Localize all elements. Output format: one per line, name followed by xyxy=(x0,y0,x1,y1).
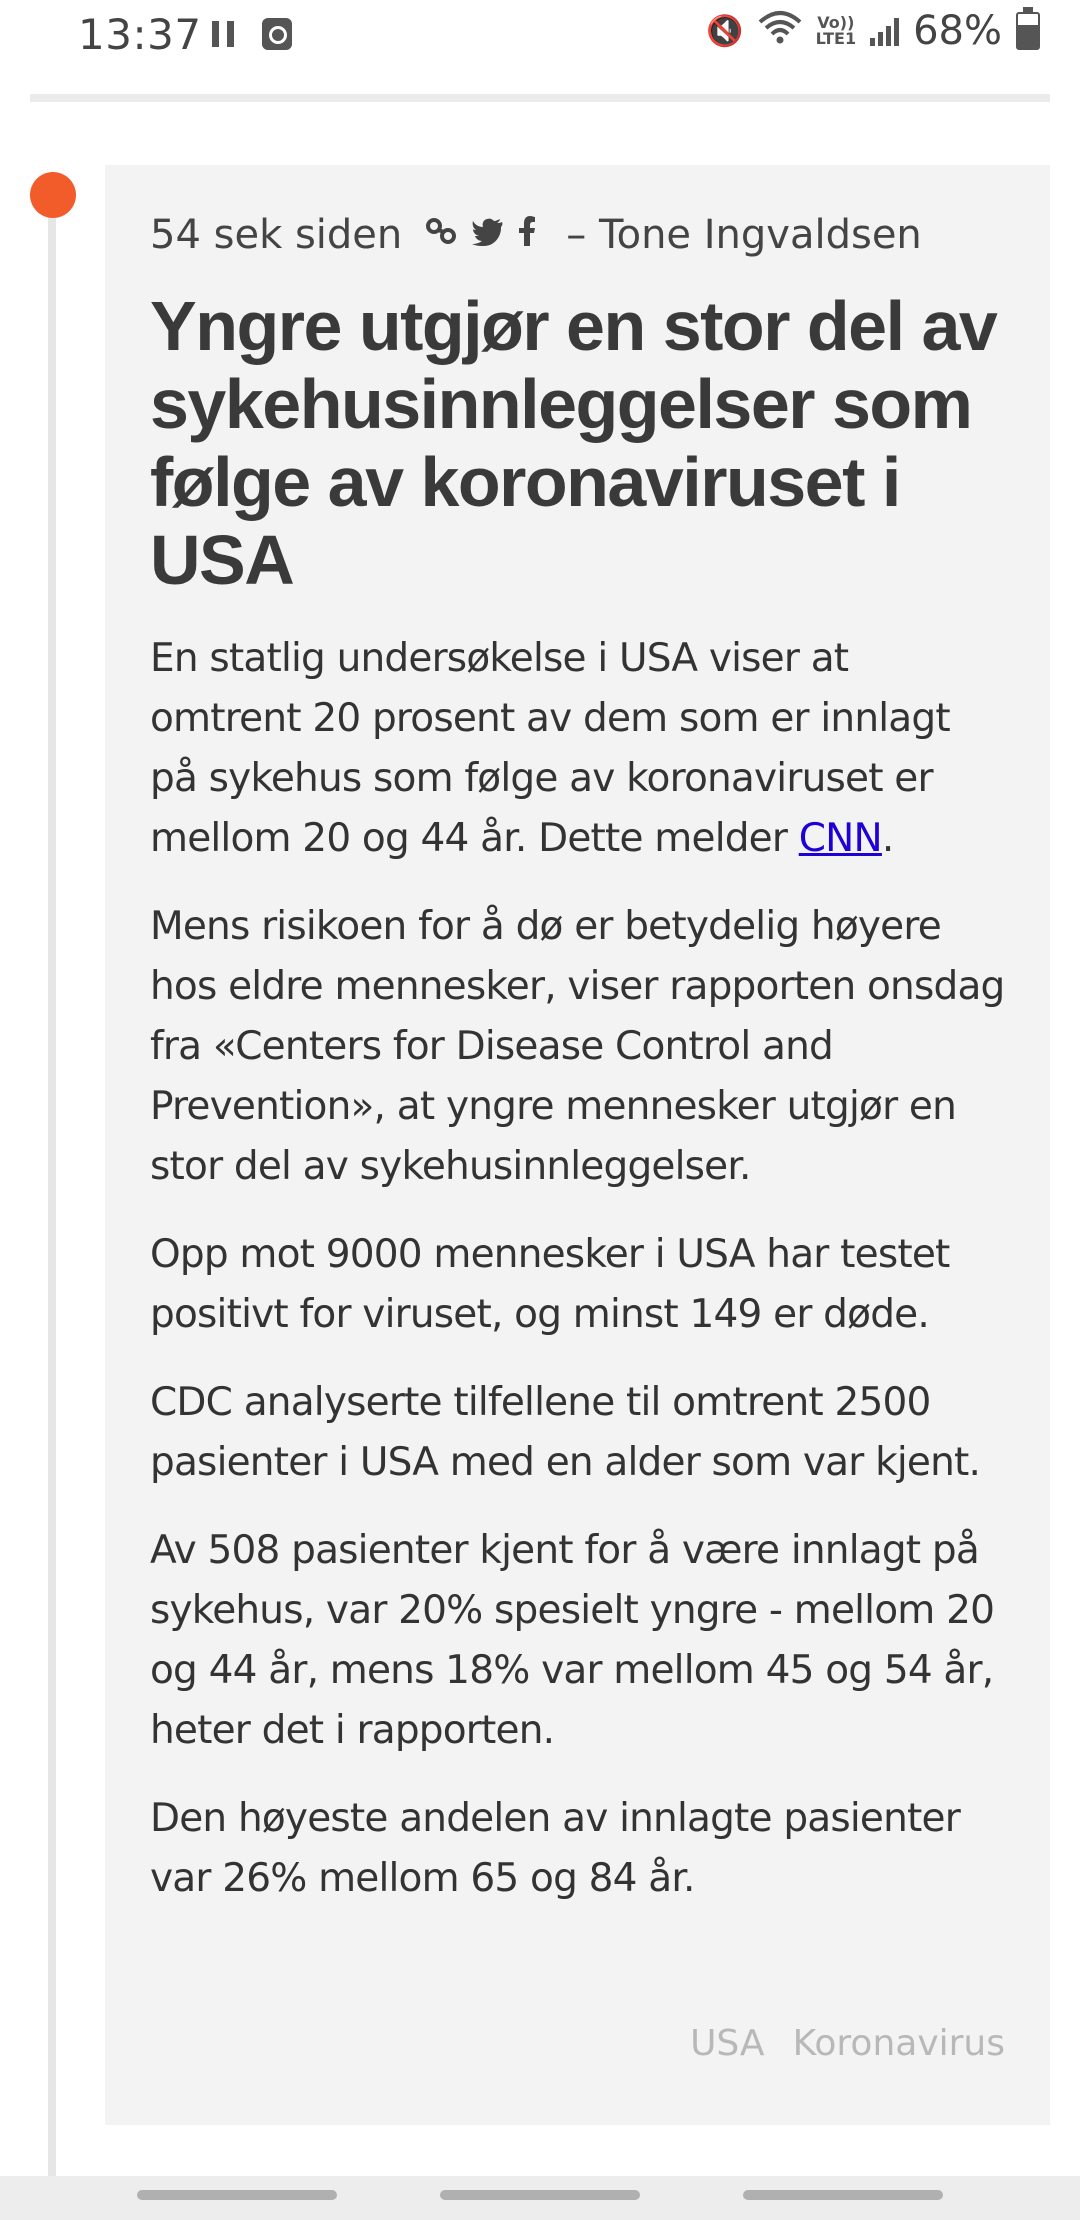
live-post-card xyxy=(105,165,1050,2125)
wifi-icon xyxy=(758,10,802,52)
paragraph-5: Av 508 pasienter kjent for å være innlagt på sykehus, var 20% spesielt yngre - mellom 20 og 44 år, mens 18% var mellom 45 og 54 år, heter det i rapporten. xyxy=(150,1528,995,1753)
cnn-link[interactable]: CNN xyxy=(798,816,882,861)
nav-handle-right[interactable] xyxy=(743,2190,943,2200)
pause-icon xyxy=(212,21,234,47)
status-left-icons xyxy=(212,18,292,50)
status-time: 13:37 xyxy=(78,10,202,59)
alarm-icon xyxy=(262,18,292,50)
battery-percent: 68% xyxy=(913,8,1002,54)
tag-usa[interactable]: USA xyxy=(690,2023,765,2064)
nav-handle-left[interactable] xyxy=(137,2190,337,2200)
mute-icon: 🔇 xyxy=(706,13,744,49)
signal-icon xyxy=(870,16,899,46)
facebook-icon[interactable] xyxy=(518,216,536,254)
post-tags xyxy=(690,2023,1005,2064)
timeline-line xyxy=(48,200,56,2180)
post-meta xyxy=(150,205,1005,265)
header-divider xyxy=(30,94,1050,102)
paragraph-3: Opp mot 9000 mennesker i USA har testet positivt for viruset, og minst 149 er døde. xyxy=(150,1232,950,1337)
post-headline: Yngre utgjør en stor del av sykehusinnleggelser som følge av koronaviruset i USA xyxy=(150,287,997,599)
twitter-icon[interactable] xyxy=(472,216,504,254)
volte-bottom-label: LTE1 xyxy=(815,29,857,48)
tag-koronavirus[interactable]: Koronavirus xyxy=(792,2023,1005,2064)
post-author: – Tone Ingvaldsen xyxy=(566,212,922,258)
nav-handle-center[interactable] xyxy=(440,2190,640,2200)
post-timestamp[interactable]: 54 sek siden xyxy=(150,212,403,258)
paragraph-6: Den høyeste andelen av innlagte pasienter var 26% mellom 65 og 84 år. xyxy=(150,1796,960,1901)
bottom-navigation-bar xyxy=(0,2176,1080,2220)
post-body xyxy=(150,629,1005,1909)
status-right-icons xyxy=(706,8,1040,54)
paragraph-1-end: . xyxy=(881,816,894,861)
battery-icon xyxy=(1016,12,1040,50)
paragraph-4: CDC analyserte tilfellene til omtrent 2500 pasienter i USA med en alder som var kjent. xyxy=(150,1380,981,1485)
volte-icon xyxy=(816,15,857,47)
paragraph-1 xyxy=(150,629,1005,869)
paragraph-1-text: En statlig undersøkelse i USA viser at omtrent 20 prosent av dem som er innlagt på sykehus som følge av koronaviruset er mellom 20 og 44 år. Dette melder xyxy=(150,636,950,861)
timeline-dot xyxy=(30,172,76,218)
status-bar xyxy=(0,0,1080,72)
volte-top-label: Vo)) xyxy=(817,13,855,32)
paragraph-2: Mens risikoen for å dø er betydelig høyere hos eldre mennesker, viser rapporten onsdag fra «Centers for Disease Control and Prevention», at yngre mennesker utgjør en stor del av sykehusinnleggelser. xyxy=(150,904,1005,1189)
link-icon[interactable] xyxy=(424,216,458,254)
